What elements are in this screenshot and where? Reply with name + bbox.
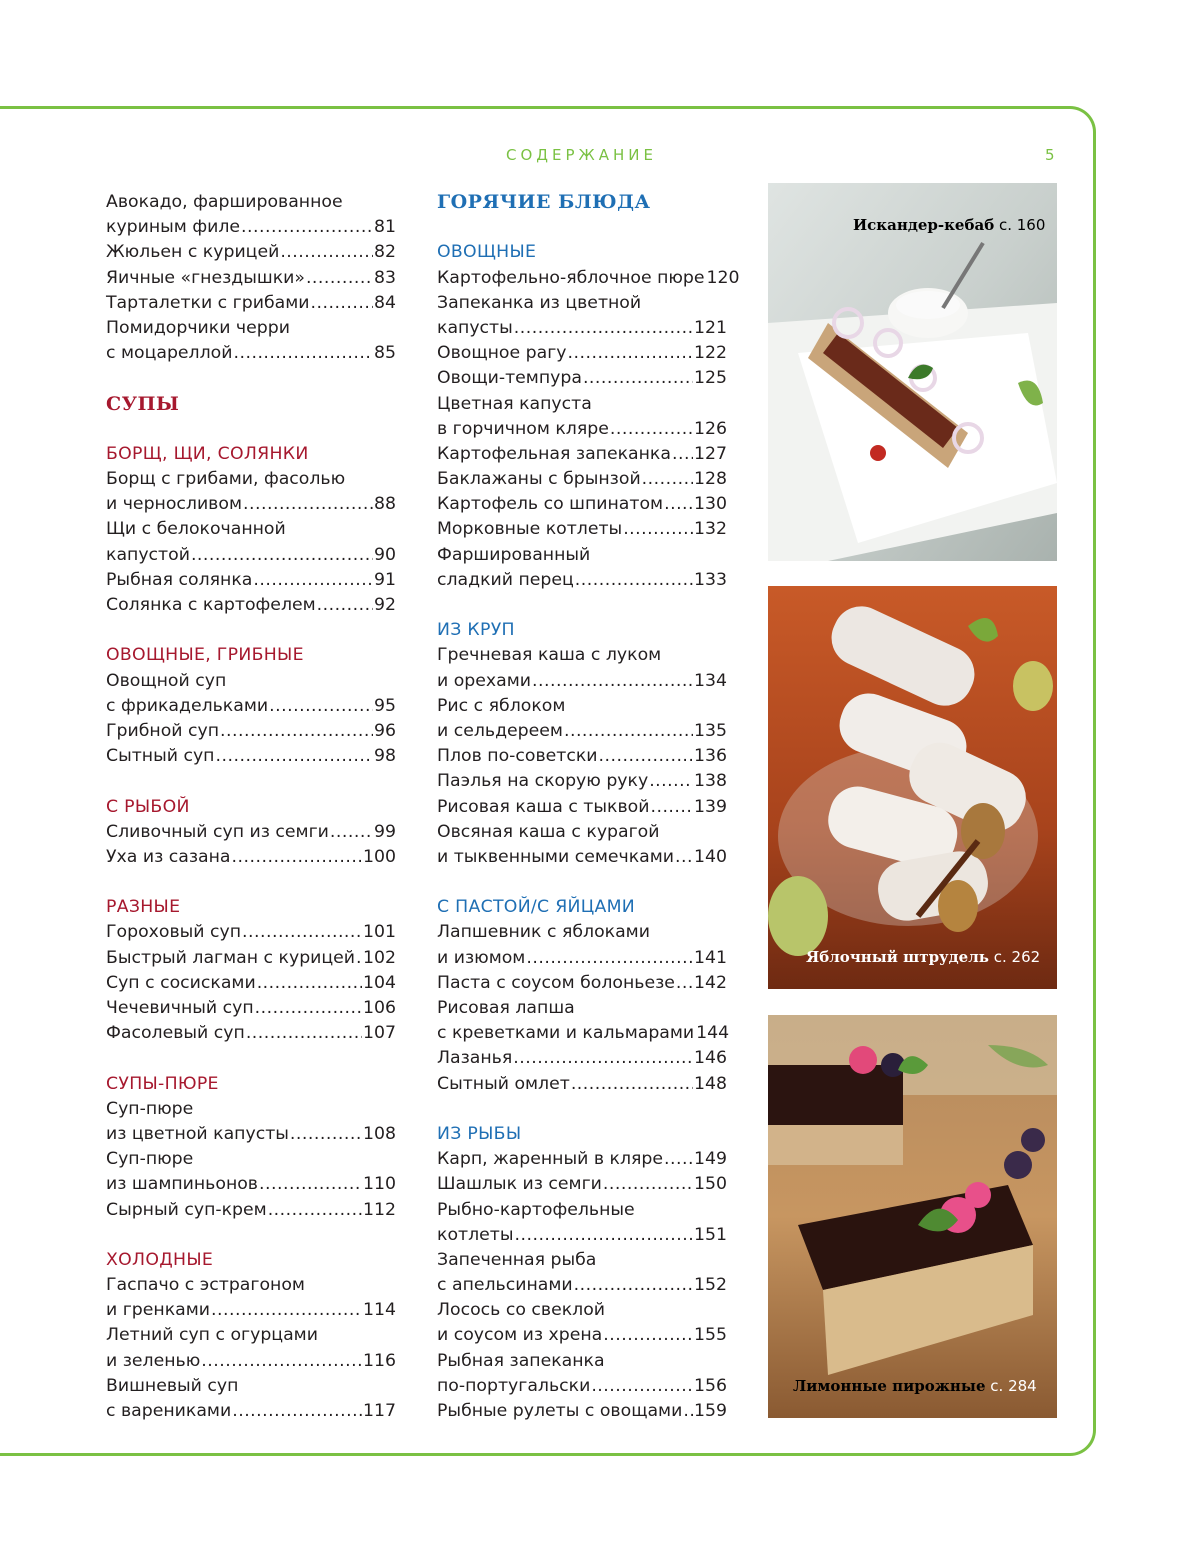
toc-entry-title: в горчичном кляре (437, 418, 609, 439)
toc-leader (672, 442, 693, 467)
toc-leader (215, 744, 373, 769)
toc-leader (253, 568, 373, 593)
toc-entry-page: 132 (694, 519, 727, 540)
toc-entry-page: 108 (363, 1123, 396, 1144)
toc-leader (241, 215, 373, 240)
toc-leader (650, 795, 693, 820)
toc-entry-title: Морковные котлеты (437, 519, 623, 540)
toc-entry-title: с варениками (106, 1401, 232, 1421)
toc-entry-title: и зеленью (106, 1350, 201, 1371)
toc-leader (591, 1374, 693, 1399)
toc-entry-page: 139 (694, 796, 727, 817)
toc-entry-page: 106 (363, 998, 396, 1018)
toc-entry-page: 127 (694, 443, 727, 464)
toc-entry-title: Фасолевый суп (106, 1023, 245, 1044)
toc-subsection-title: С ПАСТОЙ/С ЯЙЦАМИ (437, 897, 636, 918)
toc-entry-title: Тарталетки с грибами (106, 292, 310, 313)
toc-entry (437, 316, 727, 341)
toc-entry-page: 120 (706, 267, 740, 288)
toc-entry-title: и орехами (437, 670, 531, 691)
toc-entry (106, 543, 396, 568)
toc-entry-title: Картофель со шпинатом (437, 494, 664, 515)
toc-entry-page: 133 (694, 569, 727, 590)
running-head: СОДЕРЖАНИЕ (506, 146, 657, 164)
toc-leader (201, 1349, 362, 1374)
toc-subsection-title: ИЗ КРУП (437, 620, 515, 641)
toc-entry-page: 150 (694, 1174, 727, 1195)
toc-entry-title: Быстрый лагман с курицей (106, 947, 356, 968)
toc-entry (106, 240, 396, 265)
toc-entry (106, 719, 396, 744)
toc-entry-title: Жюльен с курицей (106, 242, 280, 263)
toc-entry-page: 146 (694, 1048, 727, 1069)
toc-entry-title: куриным филе (106, 217, 241, 238)
toc-entry-title: и соусом из хрена (437, 1325, 603, 1346)
toc-entry (437, 417, 727, 442)
toc-entry-page: 122 (694, 343, 727, 364)
toc-entry (437, 492, 727, 517)
toc-entry-title: с креветками и кальмарами (437, 1023, 695, 1044)
toc-entry-title: Карп, жаренный в кляре (437, 1149, 663, 1170)
toc-entry-title: из цветной капусты (106, 1123, 289, 1144)
toc-entry (437, 1072, 727, 1097)
toc-entry-title: Грибной суп (106, 720, 220, 741)
toc-leader (211, 1298, 362, 1323)
toc-entry-page: 112 (363, 1199, 396, 1220)
toc-entry-title: Суп с сосисками (106, 972, 256, 993)
toc-entry-title: Шашлык из семги (437, 1174, 602, 1195)
toc-entry-title: Рыбные рулеты с овощами (437, 1401, 683, 1421)
toc-leader (306, 266, 373, 291)
toc-entry (106, 1021, 396, 1046)
caption-dish-name: Лимонные пирожные (793, 1377, 986, 1395)
toc-entry-page: 98 (374, 746, 396, 767)
toc-entry-page: 151 (694, 1224, 727, 1245)
toc-entry (437, 1273, 727, 1298)
spacer (106, 1223, 396, 1248)
toc-leader (232, 845, 362, 870)
toc-entry-line: Фаршированный (437, 544, 591, 565)
toc-entry-line: Гаспачо с эстрагоном (106, 1275, 305, 1296)
toc-leader (246, 1021, 362, 1046)
caption-page: с. 284 (990, 1377, 1037, 1395)
toc-entry-title: капусты (437, 317, 513, 338)
toc-entry-line: Запеченная рыба (437, 1249, 597, 1270)
toc-entry-line: Лосось со свеклой (437, 1300, 605, 1321)
toc-entry (437, 1172, 727, 1197)
toc-entry-line: Рыбная запеканка (437, 1350, 605, 1371)
toc-entry-page: 141 (694, 947, 727, 968)
toc-entry-title: с моцареллой (106, 343, 233, 364)
spacer (106, 417, 396, 442)
toc-entry-page: 159 (694, 1401, 727, 1421)
toc-entry (437, 1021, 730, 1046)
toc-entry-title: капустой (106, 544, 190, 565)
toc-entry-title: Баклажаны с брынзой (437, 469, 641, 490)
toc-entry-page: 121 (694, 317, 727, 338)
toc-entry (106, 744, 396, 769)
toc-entry (437, 568, 727, 593)
toc-leader (280, 240, 373, 265)
caption-page: с. 262 (993, 948, 1041, 966)
toc-leader (191, 543, 373, 568)
toc-entry-page: 138 (694, 771, 727, 792)
toc-entry (106, 593, 396, 618)
toc-entry (437, 266, 740, 291)
toc-entry-title: Овощное рагу (437, 343, 567, 364)
toc-leader (574, 1273, 693, 1298)
toc-entry (437, 341, 727, 366)
toc-entry-title: Картофельно-яблочное пюре (437, 267, 705, 288)
toc-subsection-title: РАЗНЫЕ (106, 897, 181, 918)
toc-entry-line: Рисовая лапша (437, 998, 575, 1018)
spacer (437, 593, 727, 618)
toc-entry-title: Гороховый суп (106, 922, 242, 943)
toc-leader (683, 1399, 693, 1424)
toc-entry-page: 134 (694, 670, 727, 691)
toc-leader (664, 492, 693, 517)
toc-entry-title: с фрикадельками (106, 695, 269, 716)
toc-entry-title: Овощи-темпура (437, 368, 582, 389)
toc-leader (664, 1147, 693, 1172)
toc-entry-title: Яичные «гнездышки» (106, 267, 305, 288)
toc-entry (106, 1122, 396, 1147)
photo-iskender-kebab (768, 183, 1057, 561)
toc-leader (330, 820, 373, 845)
toc-entry-page: 83 (374, 267, 396, 288)
toc-entry-page: 101 (363, 922, 396, 943)
toc-entry-page: 95 (374, 695, 396, 716)
toc-entry (106, 291, 396, 316)
toc-entry (437, 946, 727, 971)
toc-subsection-title: ХОЛОДНЫЕ (106, 1249, 214, 1270)
toc-entry (437, 845, 727, 870)
toc-entry (437, 769, 727, 794)
spacer (106, 769, 396, 794)
toc-entry-line: Цветная капуста (437, 393, 592, 414)
toc-entry-page: 136 (694, 746, 727, 767)
toc-entry (106, 996, 396, 1021)
toc-leader (317, 593, 373, 618)
toc-entry-line: Летний суп с огурцами (106, 1325, 318, 1346)
toc-column-left (106, 190, 396, 1424)
toc-leader (242, 920, 362, 945)
toc-entry-title: Уха из сазана (106, 846, 231, 867)
toc-leader (623, 517, 693, 542)
toc-entry-page: 144 (696, 1023, 730, 1044)
toc-entry (106, 946, 396, 971)
toc-subsection-title: ИЗ РЫБЫ (437, 1123, 522, 1144)
toc-entry-line: Помидорчики черри (106, 317, 290, 338)
toc-entry-page: 104 (363, 972, 396, 993)
iskender-kebab-image (768, 183, 1057, 561)
toc-entry-title: Лазанья (437, 1048, 513, 1069)
toc-entry (437, 442, 727, 467)
toc-leader (532, 669, 693, 694)
toc-entry-page: 85 (374, 343, 396, 364)
toc-entry-page: 117 (363, 1401, 396, 1421)
toc-leader (514, 1223, 693, 1248)
toc-subsection-title: СУПЫ-ПЮРЕ (106, 1073, 219, 1094)
toc-subsection-title: ОВОЩНЫЕ (437, 242, 537, 263)
toc-entry (437, 1374, 727, 1399)
toc-entry-page: 96 (374, 720, 396, 741)
toc-leader (610, 417, 693, 442)
toc-entry-title: Чечевичный суп (106, 998, 254, 1018)
toc-entry-title: Паста с соусом болоньезе (437, 972, 675, 993)
toc-entry-page: 107 (363, 1023, 396, 1044)
toc-leader (290, 1122, 362, 1147)
toc-entry (106, 1198, 396, 1223)
toc-entry-title: Сытный суп (106, 746, 215, 767)
caption-dish-name: Яблочный штрудель (806, 948, 989, 966)
toc-entry (437, 1399, 727, 1424)
toc-entry-page: 142 (694, 972, 727, 993)
toc-leader (575, 568, 693, 593)
photo-caption (793, 1377, 1037, 1395)
toc-entry-page: 88 (374, 494, 396, 515)
toc-leader (568, 341, 694, 366)
toc-leader (649, 769, 693, 794)
apple-strudel-image (768, 586, 1057, 989)
toc-entry-title: и тыквенными семечками (437, 846, 675, 867)
toc-entry-line: Рыбно-картофельные (437, 1199, 635, 1220)
toc-leader (233, 341, 373, 366)
toc-entry-page: 102 (363, 947, 396, 968)
toc-entry (437, 1223, 727, 1248)
toc-entry (437, 517, 727, 542)
toc-leader (603, 1323, 693, 1348)
toc-entry (106, 1399, 396, 1424)
toc-section-title: СУПЫ (106, 392, 180, 415)
toc-entry-title: из шампиньонов (106, 1174, 258, 1195)
toc-entry-page: 152 (694, 1275, 727, 1296)
toc-entry-title: и изюмом (437, 947, 526, 968)
toc-entry (106, 1172, 396, 1197)
toc-entry-page: 116 (363, 1350, 396, 1371)
toc-entry-title: и черносливом (106, 494, 242, 515)
photo-lemon-cakes (768, 1015, 1057, 1418)
toc-leader (564, 719, 693, 744)
toc-entry (106, 971, 396, 996)
toc-entry (106, 266, 396, 291)
toc-entry-page: 155 (694, 1325, 727, 1346)
toc-leader (268, 1198, 362, 1223)
toc-entry-page: 140 (694, 846, 727, 867)
toc-entry-line: Овсяная каша с курагой (437, 821, 660, 842)
toc-entry-page: 90 (374, 544, 396, 565)
toc-leader (269, 694, 373, 719)
toc-entry-page: 148 (694, 1073, 727, 1094)
toc-entry-page: 114 (363, 1300, 396, 1321)
toc-entry-title: Рыбная солянка (106, 569, 253, 590)
toc-entry (437, 1147, 727, 1172)
toc-leader (220, 719, 373, 744)
toc-entry (106, 694, 396, 719)
spacer (437, 215, 727, 240)
toc-entry (106, 215, 396, 240)
toc-entry (437, 1046, 727, 1071)
toc-entry (106, 1298, 396, 1323)
toc-entry (437, 971, 727, 996)
toc-entry-line: Овощной суп (106, 670, 227, 691)
toc-entry (106, 341, 396, 366)
toc-entry (106, 920, 396, 945)
toc-leader (583, 366, 693, 391)
toc-entry-page: 156 (694, 1375, 727, 1396)
spacer (106, 1046, 396, 1071)
toc-entry-title: Сытный омлет (437, 1073, 570, 1094)
toc-entry (106, 820, 396, 845)
toc-leader (243, 492, 373, 517)
toc-leader (232, 1399, 362, 1424)
toc-entry (437, 669, 727, 694)
toc-leader (599, 744, 693, 769)
toc-leader (603, 1172, 693, 1197)
toc-entry (106, 845, 396, 870)
toc-entry-page: 110 (363, 1174, 396, 1195)
toc-entry (106, 1349, 396, 1374)
toc-entry-title: Плов по-советски (437, 746, 598, 767)
toc-column-middle (437, 190, 740, 1424)
toc-entry-title: Сливочный суп из семги (106, 821, 329, 842)
toc-entry (437, 1323, 727, 1348)
spacer (106, 870, 396, 895)
toc-subsection-title: С РЫБОЙ (106, 796, 190, 817)
toc-leader (310, 291, 373, 316)
page-number: 5 (1045, 146, 1055, 164)
toc-leader (675, 845, 693, 870)
spacer (437, 1097, 727, 1122)
toc-entry-line: Лапшевник с яблоками (437, 922, 650, 943)
caption-dish-name: Искандер-кебаб (853, 216, 995, 234)
toc-leader (257, 971, 362, 996)
toc-leader (571, 1072, 693, 1097)
toc-entry-page: 128 (694, 469, 727, 490)
toc-entry-page: 91 (374, 569, 396, 590)
toc-leader (513, 1046, 693, 1071)
toc-entry-title: по-португальски (437, 1375, 591, 1396)
spacer (437, 870, 727, 895)
caption-page: с. 160 (998, 216, 1046, 234)
spacer (106, 618, 396, 643)
toc-entry-page: 135 (694, 720, 727, 741)
photo-caption (853, 216, 1045, 234)
toc-entry-line: Запеканка из цветной (437, 292, 642, 313)
toc-entry-line: Авокадо, фаршированное (106, 192, 343, 212)
toc-entry-page: 130 (694, 494, 727, 515)
toc-entry-title: Паэлья на скорую руку (437, 771, 649, 792)
toc-entry-line: Борщ с грибами, фасолью (106, 469, 346, 490)
toc-entry-page: 125 (694, 368, 727, 389)
toc-entry-line: Суп-пюре (106, 1149, 194, 1170)
toc-entry-page: 149 (694, 1149, 727, 1170)
toc-entry-title: Картофельная запеканка (437, 443, 671, 464)
toc-entry (437, 744, 727, 769)
toc-entry (437, 366, 727, 391)
toc-entry-title: и гренками (106, 1300, 210, 1321)
spacer (106, 366, 396, 391)
toc-entry (437, 467, 727, 492)
toc-entry-title: Рисовая каша с тыквой (437, 796, 650, 817)
toc-entry-title: Солянка с картофелем (106, 595, 316, 615)
toc-leader (514, 316, 693, 341)
toc-section-title: ГОРЯЧИЕ БЛЮДА (437, 191, 651, 213)
photo-apple-strudel (768, 586, 1057, 989)
toc-entry-page: 82 (374, 242, 396, 263)
photo-caption (806, 948, 1040, 966)
toc-entry (437, 795, 727, 820)
toc-subsection-title: БОРЩ, ЩИ, СОЛЯНКИ (106, 443, 309, 464)
toc-entry-title: с апельсинами (437, 1275, 573, 1296)
toc-subsection-title: ОВОЩНЫЕ, ГРИБНЫЕ (106, 645, 304, 666)
toc-leader (356, 946, 362, 971)
toc-entry-title: и сельдереем (437, 720, 563, 741)
toc-leader (259, 1172, 362, 1197)
toc-entry-page: 100 (363, 846, 396, 867)
toc-leader (255, 996, 362, 1021)
toc-entry-page: 81 (374, 217, 396, 238)
toc-entry-title: сладкий перец (437, 569, 574, 590)
toc-entry-page: 92 (374, 595, 396, 615)
lemon-cakes-image (768, 1015, 1057, 1418)
toc-entry (106, 568, 396, 593)
toc-entry (437, 719, 727, 744)
toc-leader (676, 971, 693, 996)
toc-entry-page: 126 (694, 418, 727, 439)
toc-entry-title: котлеты (437, 1224, 514, 1245)
toc-entry-title: Сырный суп-крем (106, 1199, 267, 1220)
toc-entry-page: 84 (374, 292, 396, 313)
toc-entry-line: Суп-пюре (106, 1098, 194, 1119)
toc-leader (526, 946, 693, 971)
toc-entry-line: Щи с белокочанной (106, 519, 286, 540)
toc-entry-page: 99 (374, 821, 396, 842)
toc-entry-line: Гречневая каша с луком (437, 645, 662, 666)
toc-leader (642, 467, 693, 492)
toc-entry-line: Рис с яблоком (437, 695, 566, 716)
toc-entry (106, 492, 396, 517)
toc-entry-line: Вишневый суп (106, 1375, 239, 1396)
